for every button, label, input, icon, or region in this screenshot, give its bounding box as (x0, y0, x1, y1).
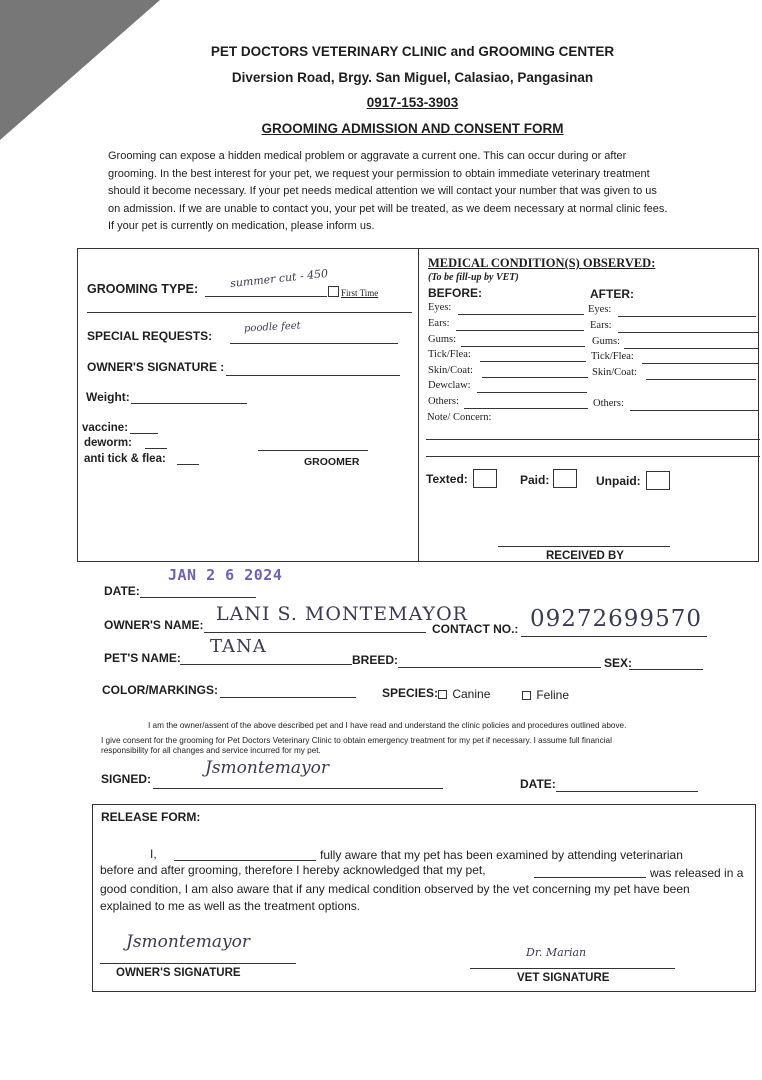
release-name-line[interactable] (174, 860, 316, 861)
anti-tick-label: anti tick & flea: (84, 453, 166, 465)
medical-condition-subtitle: (To be fill-up by VET) (428, 272, 519, 283)
contact-line[interactable] (521, 636, 707, 637)
first-time-checkbox[interactable] (328, 286, 339, 297)
grooming-type-extra-line (87, 312, 412, 313)
unpaid-checkbox[interactable] (646, 471, 670, 490)
intro-line: If your pet is currently on medication, please inform us. (108, 220, 375, 233)
consent-date-line[interactable] (556, 791, 698, 792)
species-label: SPECIES: (382, 686, 439, 700)
date-line[interactable] (140, 597, 256, 598)
special-requests-label: SPECIAL REQUESTS: (87, 329, 213, 343)
release-line2-a: before and after grooming, therefore I hereby acknowledged that my pet, (100, 863, 486, 877)
first-time-label: First Time (341, 288, 379, 298)
after-gums-line[interactable] (624, 348, 758, 349)
clinic-phone: 0917-153-3903 (366, 95, 459, 110)
species-canine-option[interactable] (438, 687, 490, 701)
before-eyes-line[interactable] (458, 314, 584, 315)
clinic-address: Diversion Road, Brgy. San Miguel, Calasiao, Pangasinan (231, 70, 594, 85)
intro-paragraph (108, 148, 723, 236)
consent-date-label: DATE: (520, 777, 556, 791)
release-line1-a: I, (150, 847, 157, 861)
received-by-line[interactable] (498, 546, 670, 547)
after-ears-line[interactable] (618, 332, 758, 333)
owner-release-signature-label: OWNER'S SIGNATURE (116, 967, 241, 979)
color-markings-label: COLOR/MARKINGS: (102, 683, 218, 697)
medical-condition-title: MEDICAL CONDITION(S) OBSERVED: (428, 256, 656, 270)
vet-signature-line[interactable] (470, 968, 675, 969)
received-by-label: RECEIVED BY (546, 550, 624, 562)
deworm-line[interactable] (145, 448, 167, 449)
date-stamp: JAN 2 6 2024 (168, 566, 283, 584)
vaccine-label: vaccine: (82, 422, 129, 434)
after-others-label: Others: (593, 398, 624, 409)
after-label: AFTER: (590, 287, 634, 301)
color-markings-line[interactable] (220, 697, 356, 698)
before-others-label: Others: (428, 396, 459, 407)
after-skin-line[interactable] (646, 379, 756, 380)
breed-line[interactable] (398, 667, 601, 668)
sex-label: SEX: (604, 656, 633, 670)
deworm-label: deworm: (84, 437, 132, 449)
after-skin-label: Skin/Coat: (592, 367, 637, 378)
contact-label: CONTACT NO.: (432, 622, 519, 636)
before-tick-line[interactable] (480, 361, 586, 362)
owner-release-signature-line[interactable] (100, 963, 296, 964)
scan-shadow (0, 0, 200, 150)
pet-name-value: TANA (210, 636, 267, 657)
before-ears-line[interactable] (456, 330, 584, 331)
after-eyes-line[interactable] (618, 316, 756, 317)
signed-line[interactable] (153, 788, 443, 789)
release-line1-b: fully aware that my pet has been examined by attending veterinarian (320, 848, 683, 862)
after-eyes-label: Eyes: (588, 304, 612, 315)
feline-label: Feline (536, 688, 570, 702)
grooming-box-divider (418, 248, 419, 562)
before-eyes-label: Eyes: (428, 302, 452, 313)
before-label: BEFORE: (428, 286, 482, 300)
owner-signature-label: OWNER'S SIGNATURE : (87, 360, 225, 374)
special-requests-value: poodle feet (243, 320, 301, 335)
after-tick-line[interactable] (642, 363, 758, 364)
release-line4: explained to me as well as the treatment options. (100, 899, 361, 913)
intro-line: Grooming can expose a hidden medical problem or aggravate a current one. This can occur during or after (108, 150, 627, 162)
before-skin-label: Skin/Coat: (428, 365, 473, 376)
after-gums-label: Gums: (592, 336, 621, 347)
release-pet-line[interactable] (534, 877, 646, 878)
before-gums-label: Gums: (428, 334, 457, 345)
owner-name-label: OWNER'S NAME: (104, 618, 204, 632)
canine-checkbox[interactable] (438, 690, 447, 699)
owner-signature-line[interactable] (226, 375, 400, 376)
weight-line[interactable] (131, 403, 247, 404)
before-dewclaw-label: Dewclaw: (428, 380, 471, 391)
vet-signature-label: VET SIGNATURE (517, 972, 610, 984)
note-line-1[interactable] (426, 439, 760, 440)
signed-label: SIGNED: (101, 772, 152, 786)
form-title: GROOMING ADMISSION AND CONSENT FORM (261, 121, 564, 136)
texted-label: Texted: (426, 472, 468, 486)
intro-line: grooming. In the best interest for your pet, we request your permission to obtain immediate veterinary treatment (108, 167, 650, 180)
note-line-2[interactable] (426, 456, 760, 457)
before-ears-label: Ears: (428, 318, 450, 329)
owner-release-signature: Jsmontemayor (126, 932, 250, 952)
breed-label: BREED: (352, 653, 399, 667)
canine-label: Canine (452, 687, 491, 701)
intro-line: should it become necessary. If your pet needs medical attention we will contact your number that was given to us (108, 185, 657, 198)
release-line2-b: was released in a (650, 866, 744, 880)
species-feline-option[interactable] (522, 688, 569, 702)
consent-line-3: responsibility for all changes and service incurred for my pet. (101, 746, 321, 755)
date-label: DATE: (104, 584, 140, 598)
pet-name-label: PET'S NAME: (104, 651, 181, 665)
paid-checkbox[interactable] (553, 469, 577, 488)
feline-checkbox[interactable] (522, 691, 531, 700)
grooming-type-line[interactable] (205, 296, 327, 297)
clinic-name: PET DOCTORS VETERINARY CLINIC and GROOMING CENTER (210, 44, 615, 59)
vaccine-line[interactable] (130, 433, 158, 434)
before-tick-label: Tick/Flea: (428, 349, 471, 360)
grooming-type-value: summer cut - 450 (229, 266, 329, 291)
weight-label: Weight: (86, 390, 130, 404)
anti-tick-line[interactable] (177, 464, 199, 465)
signed-signature: Jsmontemayor (205, 758, 329, 778)
grooming-type-label: GROOMING TYPE: (87, 282, 199, 296)
first-time-option[interactable] (328, 286, 378, 298)
paid-label: Paid: (520, 473, 550, 487)
after-ears-label: Ears: (590, 320, 612, 331)
groomer-label: GROOMER (304, 456, 360, 468)
after-tick-label: Tick/Flea: (591, 351, 634, 362)
texted-checkbox[interactable] (473, 469, 497, 488)
before-gums-line[interactable] (461, 346, 585, 347)
release-form-title: RELEASE FORM: (101, 810, 201, 824)
sex-line[interactable] (629, 669, 703, 670)
before-dewclaw-line[interactable] (477, 392, 587, 393)
special-requests-line[interactable] (230, 343, 398, 344)
unpaid-label: Unpaid: (596, 474, 641, 488)
contact-value: 09272699570 (530, 606, 702, 632)
intro-line: on admission. If we are unable to contact you, your pet will be treated, as we deem necessary at normal clinic fees. (108, 202, 668, 215)
after-others-line[interactable] (630, 410, 758, 411)
pet-name-line[interactable] (180, 664, 352, 665)
consent-line-2: I give consent for the grooming for Pet Doctors Veterinary Clinic to obtain emergency treatment for my pet if necessary. I assume full financial (101, 736, 612, 745)
vet-signature-value: Dr. Marian (526, 946, 587, 959)
consent-line-1: I am the owner/assent of the above described pet and I have read and understand the clinic policies and procedures outlined above. (148, 721, 627, 730)
owner-name-line[interactable] (204, 632, 426, 633)
owner-name-value: LANI S. MONTEMAYOR (216, 603, 468, 625)
before-others-line[interactable] (464, 408, 588, 409)
note-label: Note/ Concern: (427, 412, 492, 423)
groomer-line[interactable] (258, 450, 368, 451)
release-line3: good condition, I am also aware that if any medical condition observed by the vet concerning my pet have been (100, 882, 690, 896)
before-skin-line[interactable] (482, 377, 588, 378)
